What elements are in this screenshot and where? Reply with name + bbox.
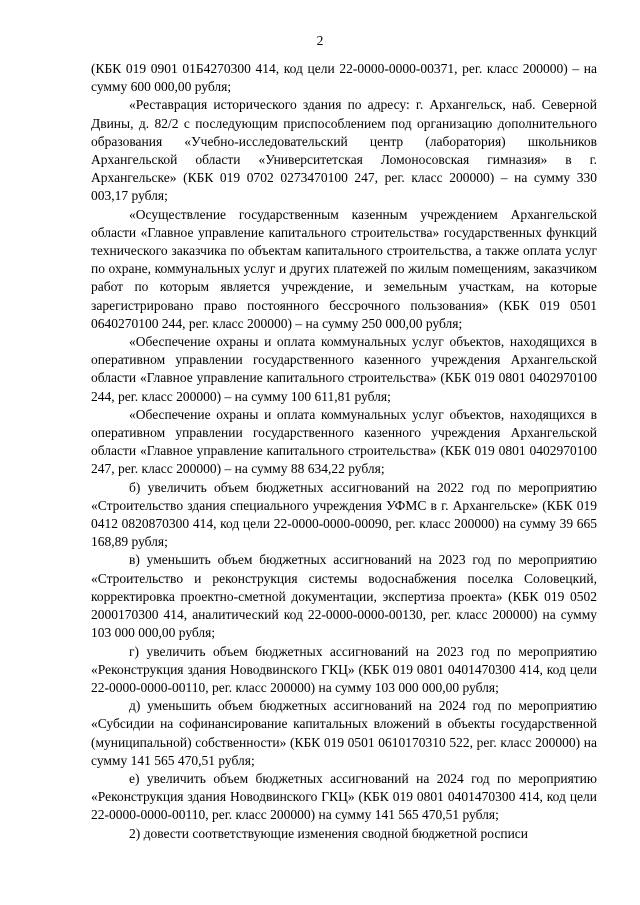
paragraph-security-247: «Обеспечение охраны и оплата коммунальных услуг объектов, находящихся в оперативном управлении государственного казенного учреждения Архангельской области «Главное управление капитального строительства» (КБК 019 0801 0402970100 247, рег. класс 200000) – на сумму 88 634,22 рубля; <box>91 406 597 477</box>
paragraph-item-g: г) увеличить объем бюджетных ассигнований на 2023 год по мероприятию «Реконструкция здания Новодвинского ГКЦ» (КБК 019 0801 0401470300 414, код цели 22-0000-0000-00110, рег. класс 200000) на сумму 103 000 000,00 рубля; <box>91 643 597 695</box>
paragraph-kbk-continuation: (КБК 019 0901 01Б4270300 414, код цели 22-0000-0000-00371, рег. класс 200000) – на сумму 600 000,00 рубля; <box>91 61 597 95</box>
paragraph-restoration: «Реставрация исторического здания по адресу: г. Архангельск, наб. Северной Двины, д. 82/2 с последующим приспособлением под организацию дополнительного образования «Учебно-исследовательский центр (лаборатория) школьников Архангельской области «Университетская Ломоносовская гимназия» в г. Архангельске» (КБК 019 0702 0273470100 247, рег. класс 200000) – на сумму 330 003,17 рубля; <box>91 97 597 204</box>
paragraph-item-v: в) уменьшить объем бюджетных ассигнований на 2023 год по мероприятию «Строительство и реконструкция системы водоснабжения поселка Соловецкий, корректировка проектно-сметной документации, экспертиза проекта» (КБК 019 0502 2000170300 414, аналитический код 22-0000-0000-00130, рег. класс 200000) на сумму 103 000 000,00 рубля; <box>91 552 597 641</box>
document-body <box>91 60 597 843</box>
paragraph-item-2: 2) довести соответствующие изменения сводной бюджетной росписи <box>129 825 529 841</box>
paragraph-item-b: б) увеличить объем бюджетных ассигнований на 2022 год по мероприятию «Строительство здания специального учреждения УФМС в г. Архангельске» (КБК 019 0412 0820870300 414, код цели 22-0000-0000-00090, рег. класс 200000) на сумму 39 665 168,89 рубля; <box>91 479 597 550</box>
page-number: 2 <box>316 33 324 48</box>
paragraph-item-d: д) уменьшить объем бюджетных ассигнований на 2024 год по мероприятию «Субсидии на софинансирование капитальных вложений в объекты государственной (муниципальной) собственности» (КБК 019 0501 0610170310 522, рег. класс 200000) на сумму 141 565 470,51 рубля; <box>91 698 597 768</box>
paragraph-security-244: «Обеспечение охраны и оплата коммунальных услуг объектов, находящихся в оперативном управлении государственного казенного учреждения Архангельской области «Главное управление капитального строительства» (КБК 019 0801 0402970100 244, рег. класс 200000) – на сумму 100 611,81 рубля; <box>91 334 597 404</box>
paragraph-item-e: е) увеличить объем бюджетных ассигнований на 2024 год по мероприятию «Реконструкция здания Новодвинского ГКЦ» (КБК 019 0801 0401470300 414, код цели 22-0000-0000-00110, рег. класс 200000) на сумму 141 565 470,51 рубля; <box>91 770 597 823</box>
paragraph-customer-functions: «Осуществление государственным казенным учреждением Архангельской области «Главное управление капитального строительства» государственных функций технического заказчика по объектам капитального строительства, а также оплата услуг по охране, коммунальных услуг и других платежей по жилым помещениям, заказчиком работ по которым является учреждение, и земельным участкам, на которые зарегистрировано право постоянного бессрочного пользования» (КБК 019 0501 0640270100 244, рег. класс 200000) – на сумму 250 000,00 рубля; <box>91 206 597 331</box>
